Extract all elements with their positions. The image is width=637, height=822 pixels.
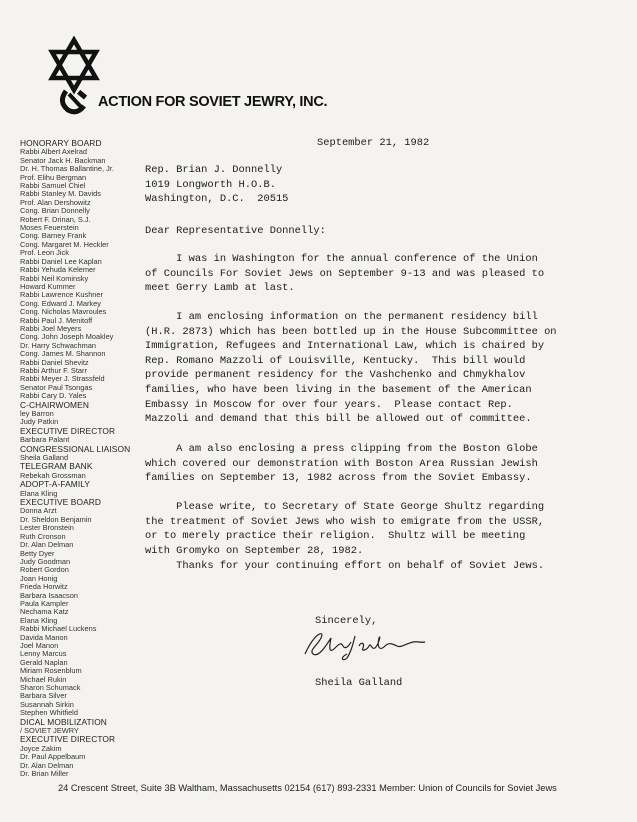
sidebar-heading: ADOPT-A-FAMILY (20, 479, 91, 490)
sidebar-name: Barbara Isaacson (20, 590, 78, 600)
sidebar-name: Elana Kling (20, 488, 58, 498)
sidebar-name: Dr. Harry Schwachman (20, 340, 96, 350)
sidebar-name: Miriam Rosenblum (20, 666, 82, 676)
sidebar-name: Cong. Edward J. Markey (20, 298, 101, 308)
sidebar-name: Paula Kampler (20, 598, 69, 608)
sidebar-name: Cong. Margaret M. Heckler (20, 239, 109, 249)
sidebar-name: Joel Manon (20, 640, 59, 650)
closing: Sincerely, (315, 615, 378, 627)
sidebar-name: Rabbi Samuel Chiel (20, 181, 86, 191)
sidebar-name: Ruth Cronson (20, 531, 66, 541)
sidebar-heading: HONORARY BOARD (20, 138, 102, 148)
sidebar-heading: EXECUTIVE DIRECTOR (20, 425, 116, 436)
sidebar-name: Cong. John Joseph Moakley (20, 332, 114, 342)
sidebar-board-list (20, 139, 150, 778)
sidebar-name: Rabbi Neil Kominsky (20, 273, 89, 283)
sidebar-name: Betty Dyer (20, 548, 55, 558)
sidebar-section (20, 498, 150, 718)
sidebar-name: Susannah Sirkin (20, 699, 74, 709)
sidebar-name: ley Barron (20, 409, 54, 418)
sidebar-name: Sharon Schumack (20, 683, 81, 692)
sidebar-name: Lester Bronstein (20, 523, 74, 533)
sidebar-name: Dr. Paul Appelbaum (20, 752, 86, 762)
sidebar-heading: C-CHAIRWOMEN (20, 399, 89, 410)
signer-name: Sheila Galland (315, 677, 403, 689)
sidebar-name: Davida Manon (20, 632, 68, 642)
sidebar-name: Lenny Marcus (20, 649, 67, 659)
sidebar-name: Rabbi Cary D. Yales (20, 391, 87, 401)
sidebar-name: Rabbi Daniel Shevitz (20, 357, 89, 367)
sidebar-section (20, 139, 150, 401)
paragraph-4: Please write, to Secretary of State George Shultz regarding the treatment of Soviet Jews who wish to emigrate from the USSR, or to merely practice their religion. Shultz will be meeting with Gromyko on September 28, 1982. (145, 501, 545, 557)
sidebar-heading: DICAL MOBILIZATION (20, 716, 107, 727)
paragraph-1: I was in Washington for the annual conference of the Union of Councils For Soviet Jews on September 9-13 and was pleased to meet Gerry Lamb at last. (145, 253, 545, 295)
sidebar-name: Cong. Barney Frank (20, 231, 87, 241)
sidebar-section (20, 480, 150, 498)
sidebar-name: Barbara Silver (20, 691, 67, 701)
sidebar-name: Rabbi Joel Meyers (20, 323, 82, 333)
sidebar-section (20, 401, 150, 427)
sidebar-name: Cong. Nicholas Mavroules (20, 307, 107, 317)
sidebar-name: Michael Rukin (20, 674, 67, 684)
sidebar-name: Judy Patkin (20, 417, 59, 427)
sidebar-name: Prof. Leon Jick (20, 248, 69, 258)
sidebar-name: Joyce Zakim (20, 743, 62, 753)
paragraph-5: Thanks for your continuing effort on behalf of Soviet Jews. (145, 560, 545, 572)
sidebar-name: Rabbi Meyer J. Strassfeld (20, 374, 105, 384)
sidebar-section (20, 735, 150, 778)
sidebar-name: Howard Kummer (20, 281, 76, 291)
footer-address: 24 Crescent Street, Suite 3B Waltham, Massachusetts 02154 (617) 893-2331 Member: Union of Councils for Soviet Jews (58, 783, 557, 793)
sidebar-name: Sheila Galland (20, 453, 69, 463)
paragraph-2: I am enclosing information on the permanent residency bill (H.R. 2873) which has been bottled up in the House Subcommittee on Immigration, Refugees and International Law, which is chaired by Rep. Romano Mazzoli of Louisville, Kentucky. This bill would provide permanent residency for the Vashchenko and Chmykhalov families, who have been living in the basement of the American Embassy in Moscow for over four years. Please contact Rep. Mazzoli and demand that this bill be allowed out of committee. (145, 311, 557, 426)
sidebar-name: Nechama Katz (20, 607, 69, 617)
sidebar-heading: EXECUTIVE BOARD (20, 497, 102, 508)
sidebar-name: Dr. Alan Delman (20, 540, 74, 550)
sidebar-name: Rabbi Paul J. Menitoff (20, 315, 93, 325)
sidebar-name: Rabbi Yehuda Kelemer (20, 265, 96, 275)
sidebar-name: / SOVIET JEWRY (20, 726, 79, 736)
sidebar-name: Rabbi Lawrence Kushner (20, 290, 103, 300)
sidebar-name: Gerald Naplan (20, 657, 68, 667)
sidebar-section (20, 718, 150, 736)
recipient-address: Rep. Brian J. Donnelly 1019 Longworth H.O.B. Washington, D.C. 20515 (145, 164, 289, 205)
sidebar-name: Prof. Elihu Bergman (20, 172, 87, 182)
sidebar-heading: TELEGRAM BANK (20, 461, 93, 472)
sidebar-name: Rabbi Arthur F. Starr (20, 365, 87, 375)
sidebar-name: Elana Kling (20, 615, 58, 625)
star-of-david-logo-icon (44, 36, 104, 116)
sidebar-section (20, 427, 150, 445)
sidebar-name: Robert Gordon (20, 565, 69, 575)
sidebar-name: Cong. Brian Donnelly (20, 206, 90, 216)
sidebar-name: Prof. Alan Dershowitz (20, 197, 91, 207)
paragraph-3: A am also enclosing a press clipping from the Boston Globe which covered our demonstration with Boston Area Russian Jewish families on September 13, 1982 across from the Soviet Embassy. (145, 443, 538, 485)
sidebar-name: Senator Paul Tsongas (20, 382, 93, 392)
organization-name: ACTION FOR SOVIET JEWRY, INC. (98, 94, 328, 110)
handwritten-signature (295, 624, 435, 664)
sidebar-name: Rabbi Michael Luckens (20, 624, 97, 634)
sidebar-name: Barbara Palant (20, 435, 70, 445)
sidebar-name: Dr. Sheldon Benjamin (20, 514, 92, 524)
sidebar-name: Senator Jack H. Backman (20, 155, 106, 165)
letter-date: September 21, 1982 (317, 137, 430, 149)
sidebar-name: Rebekah Grossman (20, 470, 86, 480)
sidebar-name: Rabbi Daniel Lee Kaplan (20, 256, 102, 266)
sidebar-name: Rabbi Albert Axelrad (20, 147, 87, 157)
sidebar-name: Robert F. Drinan, S.J. (20, 214, 91, 224)
sidebar-name: Rabbi Stanley M. Davids (20, 189, 101, 199)
sidebar-name: Judy Goodman (20, 556, 71, 566)
sidebar-name: Dr. H. Thomas Ballantine, Jr. (20, 164, 114, 174)
sidebar-name: Joan Honig (20, 573, 58, 583)
salutation: Dear Representative Donnelly: (145, 225, 326, 237)
sidebar-name: Donna Arzt (20, 506, 57, 516)
sidebar-section (20, 462, 150, 480)
sidebar-name: Moses Feuerstein (20, 223, 79, 233)
sidebar-name: Stephen Whitfield (20, 708, 78, 718)
sidebar-heading: EXECUTIVE DIRECTOR (20, 734, 116, 745)
sidebar-name: Dr. Brian Miller (20, 769, 69, 779)
sidebar-section (20, 445, 150, 463)
sidebar-name: Cong. James M. Shannon (20, 349, 106, 359)
sidebar-heading: CONGRESSIONAL LIAISON (20, 443, 131, 454)
sidebar-name: Frieda Horwitz (20, 582, 68, 592)
sidebar-name: Dr. Alan Delman (20, 760, 74, 770)
